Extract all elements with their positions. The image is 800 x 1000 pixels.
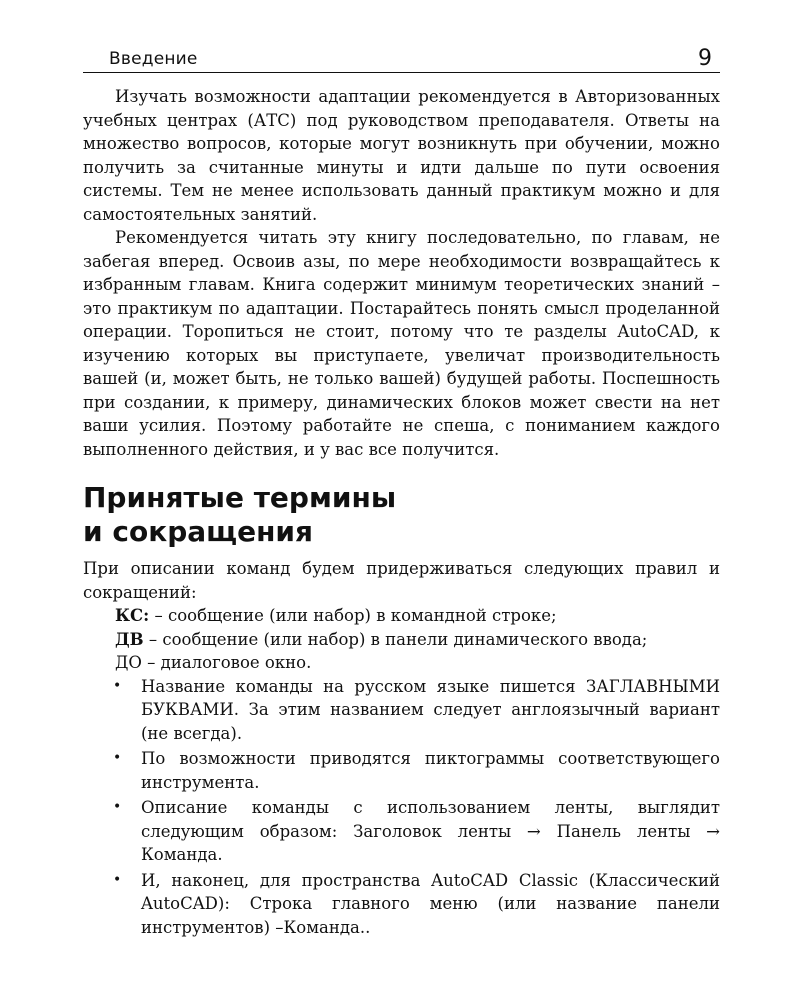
running-title: Введение (109, 49, 198, 69)
definition-text: – сообщение (или набор) в командной строке; (149, 606, 557, 625)
page-number: 9 (698, 46, 712, 71)
definition-text: ДО – диалоговое окно. (115, 653, 312, 672)
section-lead: При описании команд будем придерживаться следующих правил и сокращений: (83, 559, 720, 602)
list-item-text: Название команды на русском языке пишется ЗАГЛАВНЫМИ БУКВАМИ. За этим названием следует англоязычный вариант (не всегда). (141, 676, 720, 743)
bullet-icon: • (113, 871, 122, 888)
section-heading (83, 481, 720, 549)
bullet-icon: • (113, 677, 122, 694)
list-item (83, 747, 720, 794)
bullet-icon: • (113, 799, 122, 815)
intro-paragraph: Рекомендуется читать эту книгу последовательно, по главам, не забегая вперед. Освоив азы, по мере необходимости возвращайтесь к избранным главам. Книга содержит минимум теоретических знаний – это практикум по адаптации. Постарайтесь понять смысл проделанной операции. Торопиться не стоит, потому что те разделы AutoCAD, к изучению которых вы приступаете, увеличат производительность вашей (и, может быть, не только вашей) будущей работы. Поспешность при создании, к примеру, динамических блоков может свести на нет ваши усилия. Поэтому работайте не спеша, с пониманием каждого выполненного действия, и у вас все получится. (83, 228, 720, 459)
definition-term: КС: (115, 606, 150, 625)
conventions-list (83, 675, 720, 940)
list-item (83, 675, 720, 746)
intro-text (83, 85, 720, 461)
bullet-icon: • (113, 750, 122, 766)
definition-do (83, 651, 720, 675)
list-item (83, 869, 720, 940)
definition-dv (83, 628, 720, 652)
running-header (83, 40, 720, 73)
list-item-text: По возможности приводятся пиктограммы соответствующего инструмента. (141, 749, 720, 792)
list-item-text: Описание команды с использованием ленты, выглядит следующим образом: Заголовок ленты → Панель ленты → Команда. (141, 798, 720, 864)
definition-term: ДВ (115, 629, 144, 649)
list-item-text: И, наконец, для пространства AutoCAD Classic (Классический AutoCAD): Строка главного меню (или название панели инструментов) –Команда.. (141, 870, 720, 937)
definition-text: – сообщение (или набор) в панели динамического ввода; (143, 629, 648, 649)
section-heading-line: Принятые термины (83, 481, 397, 514)
list-item (83, 796, 720, 867)
section-text (83, 557, 720, 939)
section-heading-line: и сокращения (83, 515, 314, 548)
definition-ks (83, 604, 720, 628)
book-page (83, 40, 720, 941)
intro-paragraph: Изучать возможности адаптации рекомендуется в Авторизованных учебных центрах (АТС) под руководством преподавателя. Ответы на множество вопросов, которые могут возникнуть при обучении, можно получить за считанные минуты и идти дальше по пути освоения системы. Тем не менее использовать данный практикум можно и для самостоятельных занятий. (83, 87, 720, 224)
